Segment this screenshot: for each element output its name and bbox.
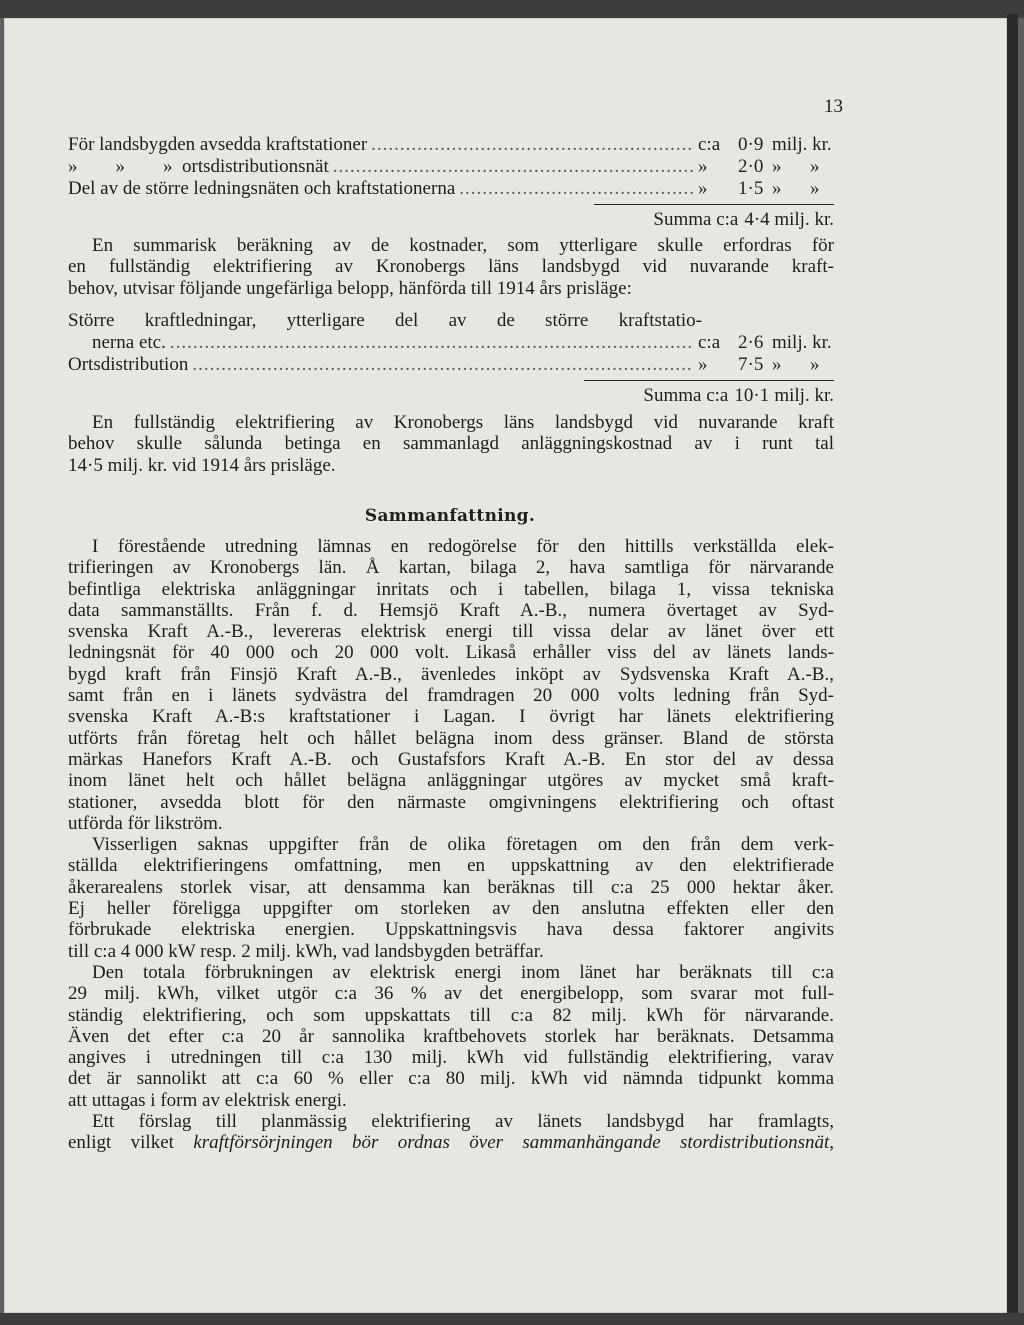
leader-dots [333,156,694,178]
text-line: ställda elektrifieringens omfattning, men en uppskattning av den elektrifierade [68,855,834,877]
text-line: Den totala förbrukningen av elektrisk energi inom länet har beräknats till c:a [92,961,834,983]
table-row [68,134,834,156]
page-number: 13 [824,96,843,117]
text-line: svenska Kraft A.-B:s kraftstationer i Lagan. I övrigt har länets elektrifiering [68,706,834,728]
text-line: utförts från företag helt och hållet belägna inom dess gränser. Bland de största [68,727,834,749]
sum-value: 4·4 [744,209,770,230]
text-line: behov skulle sålunda betinga en sammanlagd anläggningskostnad av i runt tal [68,433,834,455]
sum-unit: milj. kr. [774,209,834,230]
text-line: ledningsnät för 40 000 och 20 000 volt. Likaså erhåller viss del av länets lands- [68,642,834,664]
row-unit: milj. kr. [772,332,832,353]
text-line: 14·5 milj. kr. vid 1914 års prisläge. [68,454,336,476]
row-approx: » [698,178,708,199]
row-value: 0·9 [738,134,764,155]
sum-label: Summa c:a [643,385,729,406]
leader-dots [371,134,694,156]
cost-table-1 [68,134,834,233]
table-row [68,156,834,178]
row-value: 1·5 [738,178,764,199]
text-line: utförda för likström. [68,812,223,834]
row-label: Ortsdistribution [68,354,189,375]
scan-top-border [0,0,1024,18]
row-unit: » » [772,178,820,199]
table-row [68,354,834,376]
heading-text: Sammanfattning. [364,506,536,526]
table-row [68,332,834,354]
text-line: märkas Hanefors Kraft A.-B. och Gustafsfors Kraft A.-B. En stor del av dessa [68,748,834,770]
text-line: Visserligen saknas uppgifter från de olika företagen om den från dem verk- [92,834,834,856]
row-unit: » » [772,156,820,177]
text-line: behov, utvisar följande ungefärliga belopp, hänförda till 1914 års prisläge: [68,277,632,299]
row-unit: milj. kr. [772,134,832,155]
text-line: samt från en i länets sydvästra del framdragen 20 000 volts ledning från Syd- [68,685,834,707]
text-line: bygd kraft från Finsjö Kraft A.-B., ävenledes inköpt av Sydsvenska Kraft A.-B., [68,663,834,685]
row-unit: » » [772,354,820,375]
row-approx: » [698,156,708,177]
scan-bottom-border [0,1313,1024,1325]
text-line: En fullständig elektrifiering av Kronobergs läns landsbygd vid nuvarande kraft [92,412,834,433]
text-line: det är sannolikt att c:a 60 % eller c:a 80 milj. kWh vid nämnda tidpunkt komma [68,1068,834,1090]
sum-rule [584,380,834,381]
leader-dots [192,354,694,376]
leader-dots [459,178,694,200]
text-line: inom länet helt och hållet belägna anläggningar utgöres av mycket små kraft- [68,770,834,792]
row-label: » » » ortsdistributionsnät [68,156,329,177]
leader-dots [170,332,694,354]
text-line: stationer, avsedda blott för den närmaste omgivningens elektrifiering och oftast [68,791,834,813]
table-row [68,310,834,332]
sum-unit: milj. kr. [774,385,834,406]
row-approx: c:a [698,134,721,155]
row-label: Större kraftledningar, ytterligare del av de större kraftstatio- [68,310,702,331]
section-heading [0,506,1024,526]
text-line: ständig elektrifiering, och som uppskattats till c:a 82 milj. kWh för närvarande. [68,1004,834,1026]
text-line: att uttagas i form av elektrisk energi. [68,1089,347,1111]
text-line: en fullständig elektrifiering av Kronobergs läns landsbygd vid nuvarande kraft- [68,256,834,278]
row-label: Del av de större ledningsnäten och kraftstationerna [68,178,456,199]
scan-right-border [1007,14,1018,1318]
sum-row [68,385,834,409]
text-line: angives i utredningen till c:a 130 milj. kWh vid fullständig elektrifiering, varav [68,1047,834,1069]
text-line: förbrukade elektriska energien. Uppskattningsvis hava dessa faktorer angivits [68,919,834,941]
text-line: till c:a 4 000 kW resp. 2 milj. kWh, vad landsbygden beträffar. [68,940,544,962]
cost-table-2 [68,310,834,409]
text-line: svenska Kraft A.-B., levereras elektrisk energi till vissa delar av länet över ett [68,621,834,643]
paragraph-cost-intro [68,235,834,299]
text-line: I förestående utredning lämnas en redogörelse för den hittills verkställda elek- [92,536,834,557]
text-line: data sammanställts. Från f. d. Hemsjö Kraft A.-B., numera övertaget av Syd- [68,599,834,621]
text-fragment: enligt vilket [68,1132,174,1154]
text-line [68,1132,834,1153]
row-value: 7·5 [738,354,764,375]
row-approx: » [698,354,708,375]
row-value: 2·6 [738,332,764,353]
italic-text: kraftförsörjningen bör ordnas över sammanhängande stordistributionsnät, [193,1132,835,1154]
sum-row [68,209,834,233]
row-approx: c:a [698,332,721,353]
row-value: 2·0 [738,156,764,177]
text-line: En summarisk beräkning av de kostnader, som ytterligare skulle erfordras för [92,235,834,256]
row-label: För landsbygden avsedda kraftstationer [68,134,368,155]
text-line: 29 milj. kWh, vilket utgör c:a 36 % av det energibelopp, som svarar mot full- [68,983,834,1005]
row-label: nerna etc. [92,332,166,353]
summary-body [68,536,834,1154]
text-line: trifieringen av Kronobergs län. Å kartan, bilaga 2, hava samtliga för närvarande [68,557,834,579]
sum-rule [594,204,834,205]
text-line: Ej heller föreligga uppgifter om storleken av den anslutna effekten eller den [68,898,834,920]
paragraph-total-cost [68,412,834,476]
text-line: befintliga elektriska anläggningar inritats och i tabellen, bilaga 1, vissa tekniska [68,578,834,600]
sum-value: 10·1 [734,385,770,406]
text-line: åkerarealens storlek visar, att densamma kan beräknas till c:a 25 000 hektar åker. [68,876,834,898]
sum-label: Summa c:a [653,209,739,230]
table-row [68,178,834,200]
text-line: Även det efter c:a 20 år sannolika kraftbehovets storlek har beräknats. Detsamma [68,1025,834,1047]
text-line: Ett förslag till planmässig elektrifiering av länets landsbygd har framlagts, [92,1111,834,1133]
